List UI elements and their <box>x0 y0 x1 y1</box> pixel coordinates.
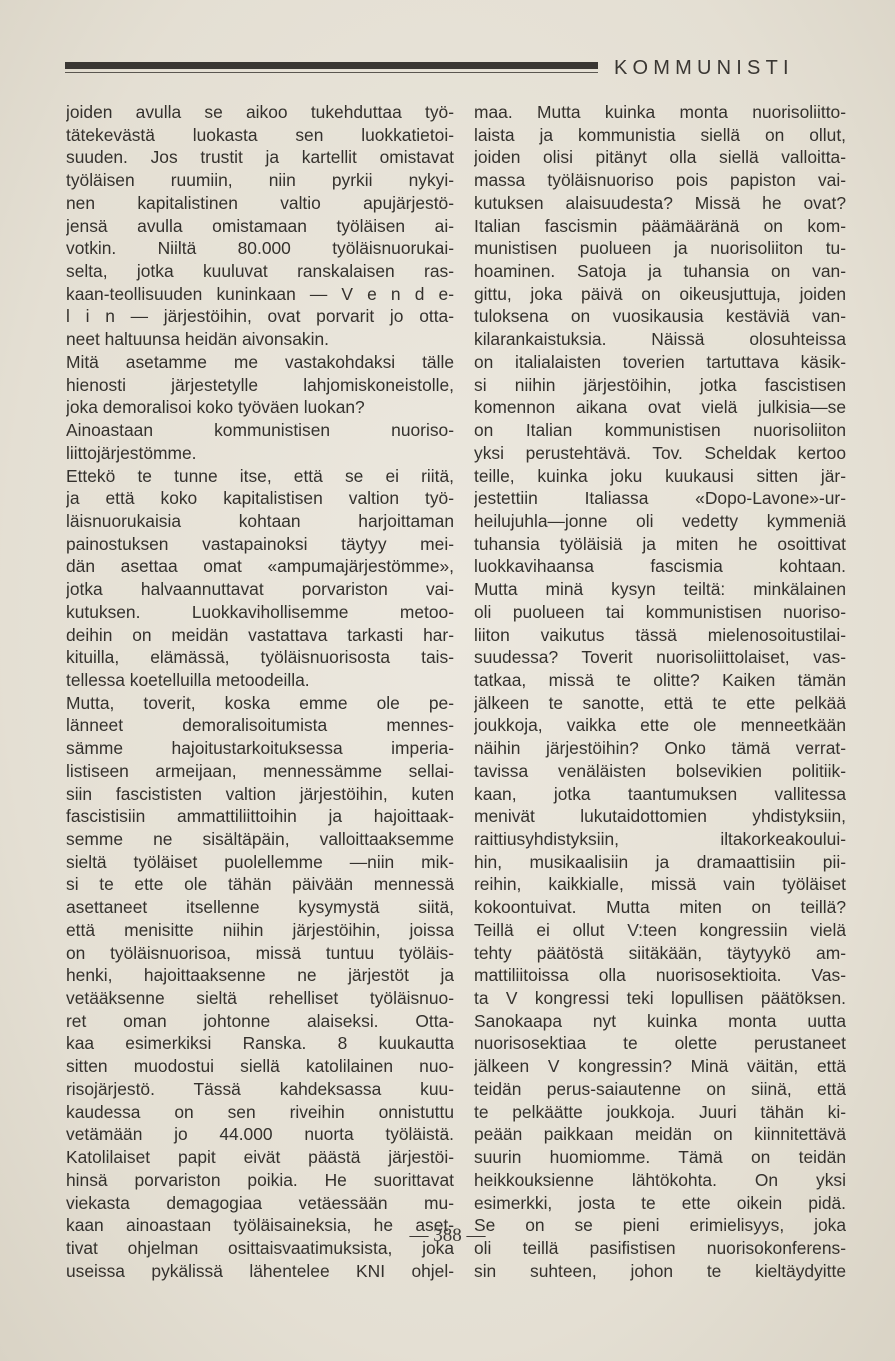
text-line: ret oman johtonne alaiseksi. Otta- <box>66 1010 454 1031</box>
text-line: kutuksen alaisuudesta? Missä he ovat? <box>474 192 846 213</box>
text-line: esimerkki, josta te ette oikein pidä. <box>474 1192 846 1213</box>
text-line: neet haltuunsa heidän aivonsakin. <box>66 329 329 350</box>
text-line: laista ja kommunistia siellä on ollut, <box>474 124 846 145</box>
text-line: si niihin järjestöihin, jotka fascistisen <box>474 374 846 395</box>
text-line: asettaneet itsellenne kysymystä siitä, <box>66 897 454 918</box>
text-line: suurin huomiomme. Tämä on teidän <box>474 1147 846 1168</box>
text-line: tavissa venäläisten bolsevikien politiik- <box>474 760 846 781</box>
text-line: l i n — järjestöihin, ovat porvarit jo otta- <box>66 306 454 327</box>
text-line: raittiusyhdistyksiin, iltakorkeakoului- <box>474 829 846 849</box>
text-line: jensä avulla omistamaan työläisen ai- <box>66 215 454 236</box>
text-line: oli teillä pasifistisen nuorisokonferens- <box>474 1237 846 1258</box>
text-line: Sanokaapa nyt kuinka monta uutta <box>474 1010 846 1031</box>
text-line: Mitä asetamme me vastakohdaksi tälle <box>66 351 454 372</box>
text-line: heilujuhla—jonne oli vedetty kymmeniä <box>474 510 846 531</box>
text-line: maa. Mutta kuinka monta nuorisoliitto- <box>474 102 846 122</box>
text-line: hienosti järjestetylle lahjomiskoneistolle, <box>66 374 454 395</box>
text-line: henki, hajoittaaksenne ne järjestöt ja <box>66 965 454 986</box>
text-line: työläisen ruumiin, niin pyrkii nykyi- <box>66 170 454 191</box>
text-line: fascistisiin ammattiliittoihin ja hajoittaak- <box>66 806 454 827</box>
text-line: kituilla, elämässä, työläisnuorisosta tais- <box>66 647 454 668</box>
text-line: Mutta, toverit, koska emme ole pe- <box>66 692 454 713</box>
text-line: si te ette ole tähän päivään mennessä <box>66 874 454 895</box>
text-line: listiseen armeijaan, mennessämme sellai- <box>66 760 454 781</box>
text-line: nuorisosektiaa te olette perustaneet <box>474 1033 846 1054</box>
text-line: tellessa koetelluilla metoodeilla. <box>66 669 310 690</box>
text-line: dän asettaa omat «ampumajärjestömme», <box>66 556 454 577</box>
text-line: tatkaa, missä te olitte? Kaiken tämän <box>474 669 846 690</box>
text-line: munistisen puolueen ja nuorisoliiton tu- <box>474 238 846 259</box>
text-line: länneet demoralisoitumista mennes- <box>66 715 454 736</box>
text-line: Katolilaiset papit eivät päästä järjestöi- <box>66 1147 454 1168</box>
text-line: tätekevästä luokasta sen luokkatietoi- <box>66 124 454 145</box>
text-line: reihin, kaikkialle, missä vain työläiset <box>474 874 846 895</box>
text-line: kaa esimerkiksi Ranska. 8 kuukautta <box>66 1033 454 1054</box>
text-line: joukkoja, vaikka ette ole menneetkään <box>474 715 846 736</box>
text-line: selta, jotka kuuluvat ranskalaisen ras- <box>66 261 454 282</box>
left-text-column <box>66 101 454 1282</box>
text-line: teille, kuinka joku kuukausi sitten jär- <box>474 465 846 486</box>
header-rule <box>65 62 598 69</box>
text-line: sämme hajoitustarkoituksessa imperia- <box>66 738 454 759</box>
text-line: ta V kongressi teki lopullisen päätöksen. <box>474 988 846 1009</box>
text-line: sieltä työläiset puolellemme —niin mik- <box>66 851 454 872</box>
text-line: että menisitte niihin järjestöihin, joissa <box>66 919 454 940</box>
text-line: suuden. Jos trustit ja kartellit omistavat <box>66 147 454 168</box>
text-line: Se on se pieni erimielisyys, joka <box>474 1215 846 1236</box>
text-line: jälkeen V kongressin? Minä väitän, että <box>474 1056 846 1077</box>
text-line: tuhansia työläisiä ja miten he osoittivat <box>474 533 846 554</box>
text-line: teidän perus-saiautenne on siinä, että <box>474 1078 846 1099</box>
text-line: semme ne sisältäpäin, valloittaaksemme <box>66 829 454 849</box>
text-line: jotka halvaannuttavat porvariston vai- <box>66 579 454 600</box>
text-line: heikkouksienne lähtökohta. On yksi <box>474 1169 846 1190</box>
text-line: yksi perustehtävä. Tov. Scheldak kertoo <box>474 442 846 463</box>
text-line: on työläisnuorisoa, missä tuntuu työläis- <box>66 942 454 963</box>
text-line: Mutta minä kysyn teiltä: minkälainen <box>474 579 846 600</box>
text-line: peään paikkaan meidän on kiinnitettävä <box>474 1124 846 1145</box>
text-line: te pelkäätte joukkoja. Juuri tähän ki- <box>474 1101 846 1122</box>
text-line: liittojärjestömme. <box>66 442 197 463</box>
text-line: gittu, joka päivä on oikeusjuttuja, joiden <box>474 283 846 304</box>
text-line: oli puolueen tai kommunistisen nuoriso- <box>474 601 846 622</box>
text-line: Ettekö te tunne itse, että se ei riitä, <box>66 465 454 486</box>
header-rule-thin <box>65 72 598 73</box>
text-line: tehty päätöstä siitäkään, täytyykö am- <box>474 942 846 963</box>
text-line: painostuksen vastapainoksi täytyy mei- <box>66 533 454 554</box>
page-number: — 388 — <box>409 1225 486 1246</box>
text-line: kaan-teollisuuden kuninkaan — V e n d e- <box>66 283 454 304</box>
text-line: useissa pykälissä lähentelee KNI ohjel- <box>66 1260 454 1281</box>
text-line: suudessa? Toverit nuorisoliittolaiset, vas- <box>474 647 846 668</box>
text-line: sitten muodostui siellä katolilainen nuo- <box>66 1056 454 1077</box>
text-line: jestettiin Italiassa «Dopo-Lavone»-ur- <box>474 488 846 509</box>
text-line: deihin on meidän vastattava tarkasti har- <box>66 624 454 645</box>
text-line: hin, musikaalisiin ja dramaattisiin pii- <box>474 851 846 872</box>
text-line: kaudessa on sen riveihin onnistuttu <box>66 1101 454 1122</box>
text-line: mattiliitoissa olla nuorisosektioita. Vas- <box>474 965 846 986</box>
text-line: nen kapitalistinen valtio apujärjestö- <box>66 192 454 213</box>
text-line: massa työläisnuoriso pois papiston vai- <box>474 170 846 191</box>
text-line: kutuksen. Luokkavihollisemme metoo- <box>66 601 454 622</box>
text-line: hinsä porvariston poikia. He suorittavat <box>66 1169 454 1190</box>
text-line: kaan ainoastaan työläisaineksia, he aset- <box>66 1215 454 1236</box>
text-line: kokoontuivat. Mutta miten on teillä? <box>474 897 846 918</box>
text-line: kilarankaistuksia. Näissä olosuhteissa <box>474 329 846 350</box>
text-line: jälkeen te sanotte, että te ette pelkää <box>474 692 846 713</box>
text-line: Ainoastaan kommunistisen nuoriso- <box>66 420 454 441</box>
text-line: Italian fascismin päämääränä on kom- <box>474 215 846 236</box>
text-line: liiton vaikutus tässä mielenosoitustilai- <box>474 624 846 645</box>
text-line: viekasta demagogiaa vetäessään mu- <box>66 1192 454 1213</box>
text-line: Teillä ei ollut V:teen kongressiin vielä <box>474 919 846 940</box>
text-line: joiden avulla se aikoo tukehduttaa työ- <box>66 102 454 122</box>
text-line: läisnuorukaisia kohtaan harjoittaman <box>66 510 454 531</box>
text-line: komennon aikana ovat vielä julkisia—se <box>474 397 846 418</box>
text-line: siin fascististen valtion järjestöihin, kuten <box>66 783 454 804</box>
text-line: näihin järjestöihin? Onko tämä verrat- <box>474 738 846 759</box>
text-line: luokkavihaansa fascismia kohtaan. <box>474 556 846 577</box>
text-line: tivat ohjelman osittaisvaatimuksista, joka <box>66 1237 454 1258</box>
text-line: risojärjestö. Tässä kahdeksassa kuu- <box>66 1078 454 1099</box>
text-line: vetämään jo 44.000 nuorta työläistä. <box>66 1124 454 1145</box>
text-line: sin suhteen, johon te kieltäydyitte <box>474 1260 846 1281</box>
text-line: vetääksenne sieltä rehelliset työläisnuo- <box>66 988 454 1009</box>
running-head: KOMMUNISTI <box>614 57 794 79</box>
text-line: joiden olisi pitänyt olla siellä valloitta- <box>474 147 846 168</box>
text-line: on italialaisten toverien tartuttava käsik- <box>474 351 846 372</box>
text-line: kaan, jotka taantumuksen vallitessa <box>474 783 846 804</box>
right-text-column <box>474 101 846 1282</box>
text-line: hoaminen. Satoja ja tuhansia on van- <box>474 261 846 282</box>
text-line: menivät lukutaidottomien yhdistyksiin, <box>474 806 846 827</box>
text-line: on Italian kommunistisen nuorisoliiton <box>474 420 846 441</box>
text-line: tuloksena on vuosikausia kestäviä van- <box>474 306 846 327</box>
text-line: joka demoralisoi koko työväen luokan? <box>66 397 365 418</box>
text-line: ja että koko kapitalistisen valtion työ- <box>66 488 454 509</box>
text-line: votkin. Niiltä 80.000 työläisnuorukai- <box>66 238 454 259</box>
